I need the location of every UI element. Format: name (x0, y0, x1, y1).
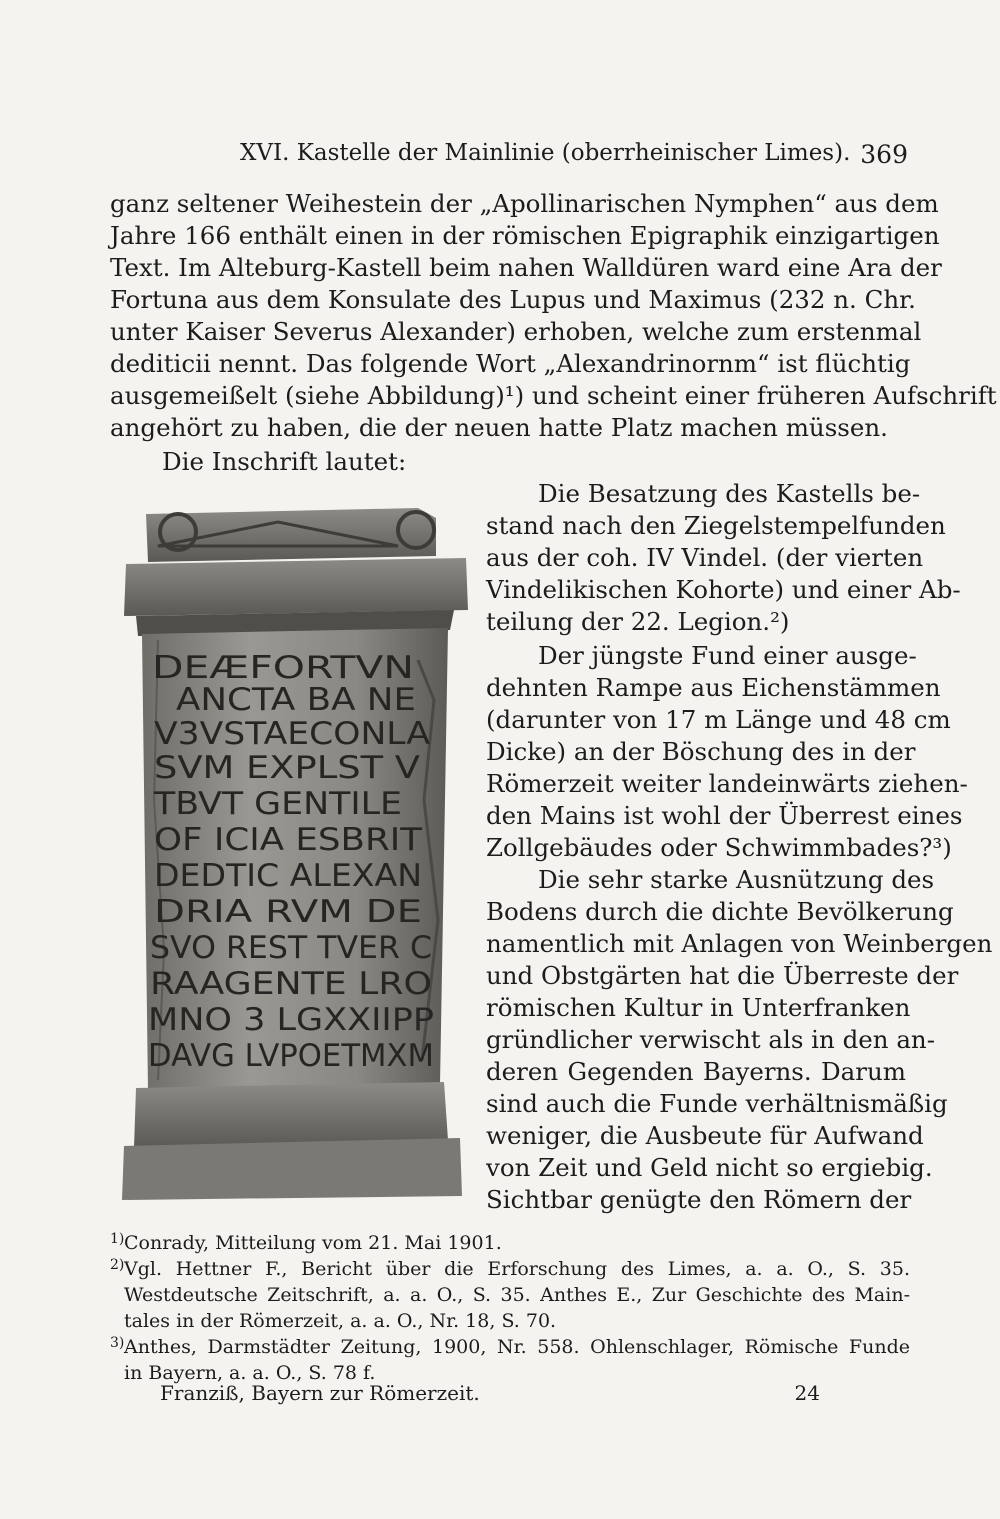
text-line: dehnten Rampe aus Eichenstämmen (486, 673, 941, 702)
altar-stone-figure (118, 500, 468, 1200)
footnote-line: in Bayern, a. a. O., S. 78 f. (124, 1362, 376, 1384)
footnote-line: tales in der Römerzeit, a. a. O., Nr. 18, S. 70. (124, 1310, 557, 1332)
inscription-line: RAAGENTE LRO (150, 966, 432, 1002)
footnote-mark: 3) (110, 1335, 125, 1351)
text-line: Zollgebäudes oder Schwimmbades?³) (486, 833, 952, 862)
footnote-line: Vgl. Hettner F., Bericht über die Erforschung des Limes, a. a. O., S. 35. (124, 1258, 910, 1280)
running-header (240, 140, 908, 176)
text-line: namentlich mit Anlagen von Weinbergen (486, 929, 993, 958)
inscription-line: DAVG LVPOETMXM (148, 1038, 434, 1074)
text-line: Die Besatzung des Kastells be- (538, 479, 921, 508)
text-line: Römerzeit weiter landeinwärts ziehen- (486, 769, 968, 798)
text-line: Die Inschrift lautet: (162, 447, 407, 476)
inscription-line: MNO 3 LGXXIIPP (148, 1002, 434, 1038)
inscription-line: DEDTIC ALEXAN (154, 858, 422, 894)
text-line: Vindelikischen Kohorte) und einer Ab- (486, 575, 961, 604)
inscription-line: TBVT GENTILE (152, 786, 402, 822)
chapter-title: XVI. Kastelle der Mainlinie (oberrheinischer Limes). (240, 140, 851, 166)
text-line: deren Gegenden Bayerns. Darum (486, 1057, 906, 1086)
text-line: gründlicher verwischt als in den an- (486, 1025, 935, 1054)
text-line: Text. Im Alteburg-Kastell beim nahen Walldüren ward eine Ara der (110, 253, 942, 282)
inscription-text (148, 650, 434, 1074)
text-line: (darunter von 17 m Länge und 48 cm (486, 705, 951, 734)
signature-mark: Franziß, Bayern zur Römerzeit. (160, 1381, 480, 1405)
text-line: Jahre 166 enthält einen in der römischen Epigraphik einzigartigen (110, 221, 940, 250)
inscription-line: SVO REST TVER C (150, 930, 432, 966)
text-line: Die sehr starke Ausnützung des (538, 865, 935, 894)
text-line: teilung der 22. Legion.²) (486, 607, 790, 636)
sheet-number: 24 (794, 1381, 820, 1405)
text-line: dediticii nennt. Das folgende Wort „Alexandrinornm“ ist flüchtig (110, 349, 911, 378)
text-line: ausgemeißelt (siehe Abbildung)¹) und scheint einer früheren Aufschrift (110, 381, 997, 410)
text-line: römischen Kultur in Unterfranken (486, 993, 911, 1022)
text-line: und Obstgärten hat die Überreste der (486, 961, 959, 990)
footnote-line: Anthes, Darmstädter Zeitung, 1900, Nr. 558. Ohlenschlager, Römische Funde (124, 1336, 910, 1358)
text-line: aus der coh. IV Vindel. (der vierten (486, 543, 924, 572)
text-line: Dicke) an der Böschung des in der (486, 737, 916, 766)
inscription-line: DRIA RVM DE (154, 894, 422, 930)
footnote-mark: 1) (110, 1231, 125, 1247)
text-line: ganz seltener Weihestein der „Apollinarischen Nymphen“ aus dem (110, 189, 939, 218)
footnote-line: Conrady, Mitteilung vom 21. Mai 1901. (124, 1232, 502, 1254)
text-line: Sichtbar genügte den Römern der (486, 1185, 912, 1214)
page-number: 369 (860, 140, 908, 169)
inscription-line: DEÆFORTVN (152, 650, 414, 686)
text-line: sind auch die Funde verhältnismäßig (486, 1089, 948, 1118)
inscription-line: SVM EXPLST V (154, 750, 420, 786)
footnote-mark: 2) (110, 1257, 125, 1273)
footnote-line: Westdeutsche Zeitschrift, a. a. O., S. 35. Anthes E., Zur Geschichte des Main- (124, 1284, 910, 1306)
altar-stone-image (118, 500, 468, 1200)
text-line: stand nach den Ziegelstempelfunden (486, 511, 946, 540)
text-line: Bodens durch die dichte Bevölkerung (486, 897, 954, 926)
inscription-line: OF ICIA ESBRIT (154, 822, 424, 858)
text-line: unter Kaiser Severus Alexander) erhoben, welche zum erstenmal (110, 317, 922, 346)
text-line: Der jüngste Fund einer ausge- (538, 641, 917, 670)
text-line: Fortuna aus dem Konsulate des Lupus und Maximus (232 n. Chr. (110, 285, 916, 314)
page-footer (160, 1381, 820, 1411)
text-line: von Zeit und Geld nicht so ergiebig. (486, 1153, 933, 1182)
inscription-line: ANCTA BA NE (176, 682, 416, 718)
inscription-line: V3VSTAECONLA (154, 716, 430, 752)
text-line: den Mains ist wohl der Überrest eines (486, 801, 963, 830)
text-line: angehört zu haben, die der neuen hatte Platz machen müssen. (110, 413, 888, 442)
text-line: weniger, die Ausbeute für Aufwand (486, 1121, 924, 1150)
